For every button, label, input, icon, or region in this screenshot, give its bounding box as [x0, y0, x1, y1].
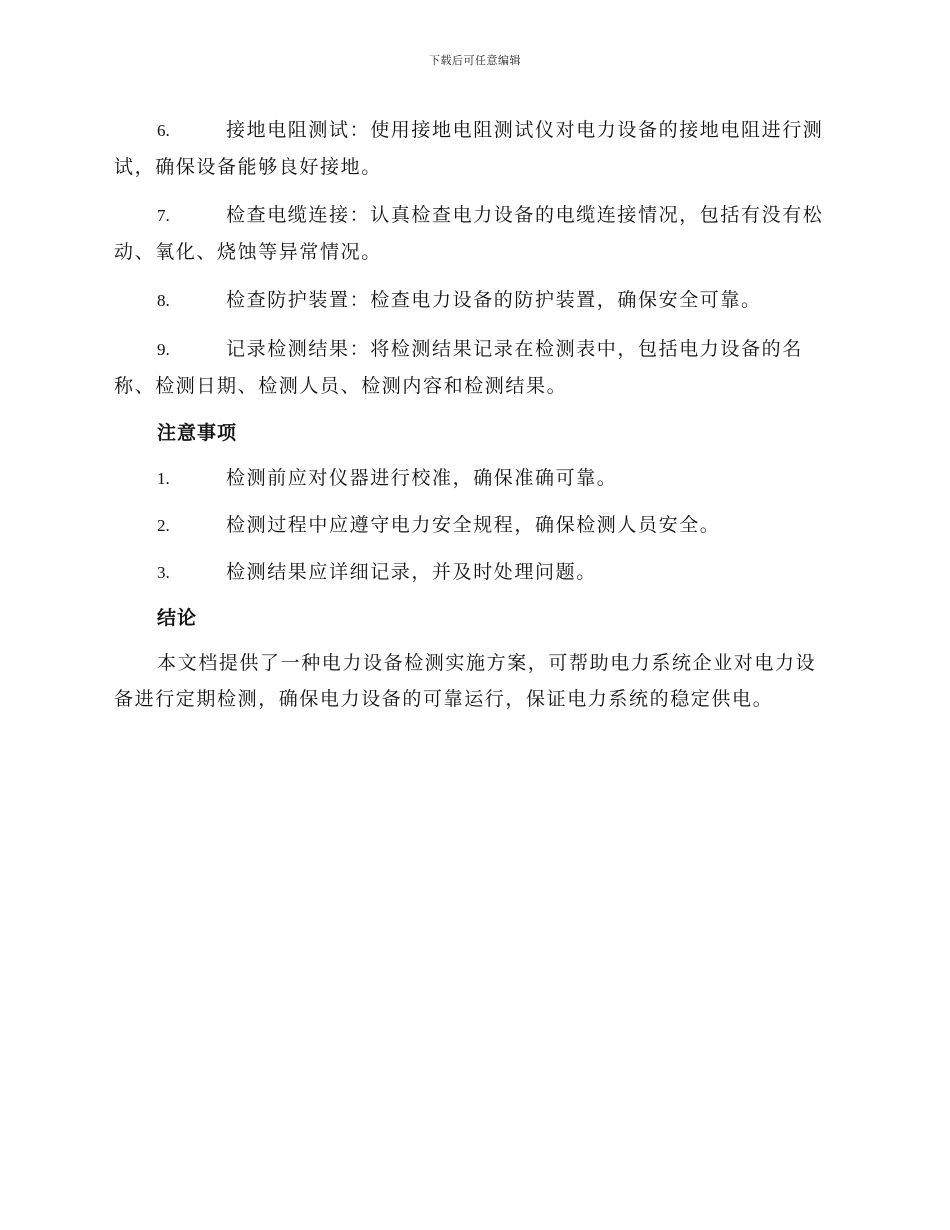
- list-text: 记录检测结果：将检测结果记录在检测表中，包括电力设备的名称、检测日期、检测人员、检测内容和检测结果。: [114, 338, 803, 397]
- list-item-step-6: [114, 112, 832, 185]
- list-item-note-2: [114, 507, 832, 544]
- list-item-step-9: [114, 331, 832, 404]
- list-text: 检测前应对仪器进行校准，确保准确可靠。: [226, 467, 618, 489]
- notes-heading: 注意事项: [157, 422, 238, 444]
- list-item-step-7: [114, 197, 832, 270]
- conclusion-heading: 结论: [157, 607, 198, 629]
- list-item-note-1: [114, 460, 832, 497]
- list-number: 9.: [157, 340, 170, 359]
- conclusion-paragraph: 本文档提供了一种电力设备检测实施方案，可帮助电力系统企业对电力设备进行定期检测，确保电力设备的可靠运行，保证电力系统的稳定供电。: [114, 652, 817, 710]
- list-text: 接地电阻测试：使用接地电阻测试仪对电力设备的接地电阻进行测试，确保设备能够良好接地。: [114, 119, 824, 178]
- list-item-note-3: [114, 554, 832, 591]
- list-text: 检测结果应详细记录，并及时处理问题。: [226, 561, 597, 583]
- list-text: 检测过程中应遵守电力安全规程，确保检测人员安全。: [226, 514, 721, 536]
- list-item-step-8: [114, 282, 832, 319]
- list-number: 3.: [157, 563, 170, 582]
- list-number: 1.: [157, 469, 170, 488]
- page-header: 下载后可任意编辑: [429, 54, 521, 67]
- list-number: 6.: [157, 121, 170, 140]
- list-number: 2.: [157, 516, 170, 535]
- list-number: 7.: [157, 206, 170, 225]
- list-text: 检查防护装置：检查电力设备的防护装置，确保安全可靠。: [226, 289, 762, 311]
- list-text: 检查电缆连接：认真检查电力设备的电缆连接情况，包括有没有松动、氧化、烧蚀等异常情况。: [114, 204, 824, 263]
- list-number: 8.: [157, 291, 170, 310]
- document-body: [114, 112, 832, 717]
